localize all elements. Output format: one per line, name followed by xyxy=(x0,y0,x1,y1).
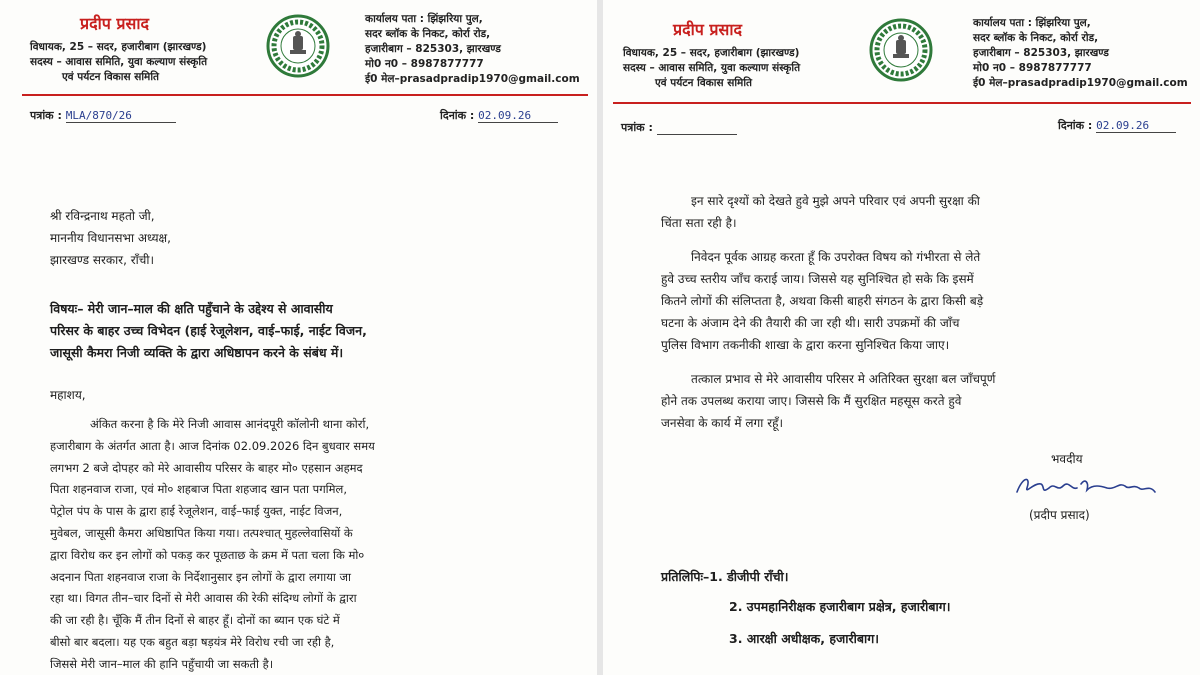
reference-value: MLA/870/26 xyxy=(66,109,176,123)
body-line: घटना के अंजाम देने की तैयारी की जा रही थी। सारी उपक्रमों की जाँच xyxy=(661,316,960,330)
body-line: तत्काल प्रभाव से मेरे आवासीय परिसर मे अतिरिक्त सुरक्षा बल जाँचपूर्ण xyxy=(691,372,996,386)
letter-page-1 xyxy=(0,0,597,675)
letterhead-address-2: सदर ब्लॉक के निकट, कोर्रा रोड, xyxy=(973,32,1099,44)
letterhead-address-3: हजारीबाग – 825303, झारखण्ड xyxy=(365,43,501,55)
body-line: कितने लोगों की संलिप्तता है, अथवा किसी बाहरी संगठन के द्वारा किसी बड़े xyxy=(661,294,984,308)
recipient-line: श्री रविन्द्रनाथ महतो जी, xyxy=(50,209,155,223)
body-line: जनसेवा के कार्य में लगा रहूँ। xyxy=(661,416,784,430)
copy-to-1: प्रतिलिपिः–1. डीजीपी राँची। xyxy=(661,569,789,584)
body-line: पिता शहनवाज राजा, एवं मो० शहबाज पिता शहजाद खान पता पगमिल, xyxy=(50,482,347,497)
body-line: इन सारे दृश्यों को देखते हुवे मुझे अपने परिवार एवं अपनी सुरक्षा की xyxy=(691,194,980,208)
letterhead-name: प्रदीप प्रसाद xyxy=(673,20,742,39)
body-line: चिंता सता रही है। xyxy=(661,216,737,230)
date-value: 02.09.26 xyxy=(478,109,558,123)
body-line: पुलिस विभाग तकनीकी शाखा के द्वारा करना सुनिश्चित किया जाए। xyxy=(661,338,950,352)
reference-label: पत्रांक : xyxy=(30,109,62,122)
signer-name: (प्रदीप प्रसाद) xyxy=(1029,508,1090,522)
letterhead-committee-1: सदस्य – आवास समिति, युवा कल्याण संस्कृति xyxy=(623,62,801,74)
body-line: जिससे मेरी जान–माल की हानि पहुँचायी जा सकती है। xyxy=(50,656,274,671)
state-emblem-icon xyxy=(266,14,330,78)
letterhead-divider xyxy=(613,102,1191,104)
body-line: अंकित करना है कि मेरे निजी आवास आनंदपूरी कॉलोनी थाना कोर्रा, xyxy=(90,417,370,431)
body-line: हजारीबाग के अंतर्गत आता है। आज दिनांक 02.09.2026 दिन बुधवार समय xyxy=(50,438,375,453)
recipient-line: माननीय विधानसभा अध्यक्ष, xyxy=(50,231,171,245)
state-emblem-icon xyxy=(869,18,933,82)
reference-blank xyxy=(657,123,737,135)
subject-line: परिसर के बाहर उच्च विभेदन (हाई रेजूलेशन, वाई–फाई, नाईट विजन, xyxy=(50,323,367,338)
paragraph-2 xyxy=(661,246,1161,356)
reference-number xyxy=(621,120,737,135)
letterhead-address-2: सदर ब्लॉक के निकट, कोर्रा रोड, xyxy=(365,28,491,40)
closing-bhavdiya: भवदीय xyxy=(1051,452,1083,466)
letter-date xyxy=(1058,118,1176,133)
letterhead-address-1: कार्यालय पता : झिंझरिया पुल, xyxy=(973,17,1091,29)
letterhead-divider xyxy=(22,94,588,96)
letter-page-2 xyxy=(603,0,1200,675)
salutation: महाशय, xyxy=(50,388,86,402)
body-line: बीसो बार बदला। यह एक बहुत बड़ा षड़यंत्र मेरे विरोध रची जा रही है, xyxy=(50,634,335,649)
body-line: द्वारा विरोध कर इन लोगों को पकड़ कर पूछताछ के क्रम में पता चला कि मो० xyxy=(50,547,365,562)
body-line: अदनान पिता शहनवाज राजा के निर्देशानुसार इन लोगों के द्वारा लगाया जा xyxy=(50,569,352,584)
letterhead-address-1: कार्यालय पता : झिंझरिया पुल, xyxy=(365,13,483,25)
recipient-address xyxy=(50,205,450,271)
recipient-line: झारखण्ड सरकार, राँची। xyxy=(50,253,155,267)
body-line: रहा था। विगत तीन–चार दिनों से मेरी आवास की रेकी संदिग्ध लोगों के द्वारा xyxy=(50,591,357,606)
letterhead-committee-2: एवं पर्यटन विकास समिति xyxy=(62,71,160,83)
date-label: दिनांक : xyxy=(1058,119,1093,132)
letterhead-email: ई0 मेल–prasadpradip1970@gmail.com xyxy=(973,77,1188,89)
paragraph-3 xyxy=(661,368,1161,434)
subject-block xyxy=(50,298,570,364)
letterhead-mobile: मो0 न0 – 8987877777 xyxy=(365,58,484,70)
letterhead-mobile: मो0 न0 – 8987877777 xyxy=(973,62,1092,74)
subject-line: विषयः– मेरी जान–माल की क्षति पहुँचाने के उद्देश्य से आवासीय xyxy=(50,301,333,316)
letterhead-address-3: हजारीबाग – 825303, झारखण्ड xyxy=(973,47,1109,59)
copy-to-2: 2. उपमहानिरीक्षक हजारीबाग प्रक्षेत्र, हजारीबाग। xyxy=(729,599,951,614)
reference-number xyxy=(30,108,176,123)
body-line: पेट्रोल पंप के पास के द्वारा हाई रेजूलेशन, वाई–फाई युक्त, नाईट विजन, xyxy=(50,504,343,519)
copy-to-3: 3. आरक्षी अधीक्षक, हजारीबाग। xyxy=(729,631,880,646)
paragraph-1 xyxy=(661,190,1161,234)
letterhead-email: ई0 मेल–prasadpradip1970@gmail.com xyxy=(365,73,580,85)
letterhead-committee-2: एवं पर्यटन विकास समिति xyxy=(655,77,753,89)
body-line: होने तक उपलब्ध कराया जाए। जिससे कि मैं सुरक्षित महसूस करते हुवे xyxy=(661,394,962,408)
signature-icon xyxy=(1011,470,1161,504)
letterhead-designation: विधायक, 25 – सदर, हजारीबाग (झारखण्ड) xyxy=(623,47,800,59)
body-line: निवेदन पूर्वक आग्रह करता हूँ कि उपरोक्त विषय को गंभीरता से लेते xyxy=(691,250,981,264)
date-label: दिनांक : xyxy=(440,109,475,122)
letter-body xyxy=(50,414,570,675)
letterhead-committee-1: सदस्य – आवास समिति, युवा कल्याण संस्कृति xyxy=(30,56,208,68)
body-line: हुवे उच्च स्तरीय जाँच कराई जाय। जिससे यह सुनिश्चित हो सके कि इसमें xyxy=(661,272,974,286)
letterhead-designation: विधायक, 25 – सदर, हजारीबाग (झारखण्ड) xyxy=(30,41,207,53)
body-line: की जा रही है। चूँकि मैं तीन दिनों से बाहर हूँ। दोनों का ब्यान एक घंटे में xyxy=(50,613,340,628)
subject-line: जासूसी कैमरा निजी व्यक्ति के द्वारा अधिष्ठापन करने के संबंध में। xyxy=(50,345,344,360)
letterhead-name: प्रदीप प्रसाद xyxy=(80,14,149,33)
reference-label: पत्रांक : xyxy=(621,121,653,134)
letter-date xyxy=(440,108,558,123)
date-value: 02.09.26 xyxy=(1096,119,1176,133)
body-line: मुवेबल, जासूसी कैमरा अधिष्ठापित किया गया। तत्पश्चात् मुहल्लेवासियों के xyxy=(50,525,353,540)
body-line: लगभग 2 बजे दोपहर को मेरे आवासीय परिसर के बाहर मो० एहसान अहमद xyxy=(50,460,363,475)
